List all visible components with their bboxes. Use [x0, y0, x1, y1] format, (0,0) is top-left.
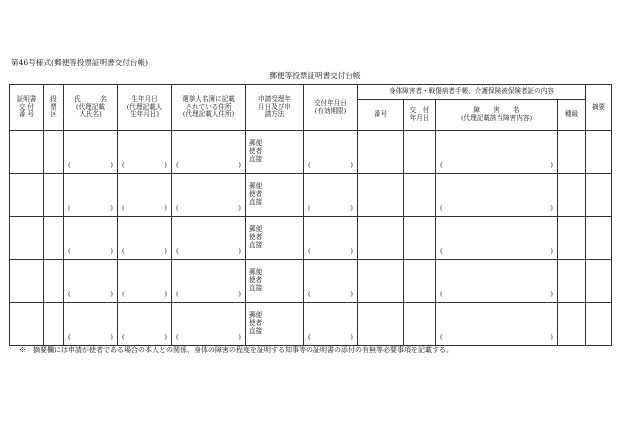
table-cell	[246, 131, 304, 174]
header-application: 申請受理年 月日及び申 請方法	[246, 85, 304, 131]
table-cell	[10, 303, 44, 346]
header-issue-date: 交付年月日 (有効期限)	[304, 85, 358, 131]
table-cell	[246, 303, 304, 346]
table-cell	[436, 217, 558, 260]
table-cell	[172, 303, 246, 346]
header-cert-number: 証明書 交 付 番 号	[10, 85, 44, 131]
table-cell	[64, 303, 118, 346]
table-cell	[44, 260, 64, 303]
table-cell	[304, 303, 358, 346]
table-cell	[404, 303, 436, 346]
table-cell	[558, 303, 586, 346]
table-cell	[436, 174, 558, 217]
paren-placeholder: ( )	[68, 204, 113, 213]
paren-placeholder: ( )	[176, 333, 241, 342]
table-cell	[64, 260, 118, 303]
table-cell	[172, 217, 246, 260]
paren-placeholder: ( )	[122, 290, 167, 299]
table-cell	[246, 174, 304, 217]
table-cell	[246, 260, 304, 303]
paren-placeholder: ( )	[308, 161, 353, 170]
header-remarks: 摘要	[586, 85, 612, 131]
paren-placeholder: ( )	[68, 161, 113, 170]
application-method-list: 郵便 使者 直接	[249, 182, 263, 207]
table-cell	[436, 131, 558, 174]
table-cell	[44, 303, 64, 346]
table-cell	[436, 260, 558, 303]
paren-placeholder: ( )	[176, 290, 241, 299]
paren-placeholder: ( )	[176, 204, 241, 213]
paren-placeholder: ( )	[440, 333, 553, 342]
subheader-grade: 種級	[558, 100, 586, 131]
table-cell	[64, 174, 118, 217]
header-name: 氏 名 (代理記載 人氏名)	[64, 85, 118, 131]
table-cell	[558, 174, 586, 217]
document-title: 郵便等投票証明書交付台帳	[269, 71, 361, 80]
table-cell	[358, 217, 404, 260]
paren-placeholder: ( )	[440, 204, 553, 213]
application-method-list: 郵便 使者 直接	[249, 311, 263, 336]
table-cell	[358, 303, 404, 346]
table-cell	[358, 260, 404, 303]
table-cell	[586, 217, 612, 260]
paren-placeholder: ( )	[68, 247, 113, 256]
application-method-list: 郵便 使者 直接	[249, 139, 263, 164]
paren-placeholder: ( )	[308, 290, 353, 299]
paren-placeholder: ( )	[68, 333, 113, 342]
table-cell	[64, 131, 118, 174]
table-cell	[304, 131, 358, 174]
table-cell	[404, 131, 436, 174]
table-cell	[436, 303, 558, 346]
paren-placeholder: ( )	[308, 247, 353, 256]
table-cell	[558, 131, 586, 174]
ledger-table	[9, 84, 612, 346]
paren-placeholder: ( )	[176, 161, 241, 170]
paren-placeholder: ( )	[308, 204, 353, 213]
paren-placeholder: ( )	[122, 247, 167, 256]
table-cell	[586, 174, 612, 217]
form-label: 第46号様式(郵便等投票証明書交付台帳)	[11, 58, 149, 67]
table-cell	[586, 260, 612, 303]
table-cell	[404, 174, 436, 217]
subheader-number: 番号	[358, 100, 404, 131]
subheader-disability: 障 害 名 (代理記載該当障害内容)	[436, 100, 558, 131]
table-cell	[118, 217, 172, 260]
table-cell	[304, 217, 358, 260]
table-cell	[118, 260, 172, 303]
subheader-issue-date: 交 付 年月日	[404, 100, 436, 131]
paren-placeholder: ( )	[440, 161, 553, 170]
table-cell	[586, 303, 612, 346]
table-cell	[10, 131, 44, 174]
application-method-list: 郵便 使者 直接	[249, 268, 263, 293]
table-cell	[586, 131, 612, 174]
paren-placeholder: ( )	[122, 333, 167, 342]
table-cell	[404, 260, 436, 303]
table-cell	[558, 260, 586, 303]
paren-placeholder: ( )	[122, 204, 167, 213]
table-cell	[118, 174, 172, 217]
paren-placeholder: ( )	[176, 247, 241, 256]
header-birth-date: 生年月日 (代理記載人 生年月日)	[118, 85, 172, 131]
table-row	[10, 217, 612, 260]
table-cell	[118, 303, 172, 346]
table-cell	[358, 174, 404, 217]
table-cell	[44, 174, 64, 217]
table-cell	[172, 260, 246, 303]
table-cell	[118, 131, 172, 174]
paren-placeholder: ( )	[440, 247, 553, 256]
table-row	[10, 260, 612, 303]
paren-placeholder: ( )	[68, 290, 113, 299]
table-cell	[172, 174, 246, 217]
table-cell	[246, 217, 304, 260]
header-address: 選挙人名簿に記載 されている住所 (代理記載人住所)	[172, 85, 246, 131]
table-row	[10, 303, 612, 346]
table-cell	[10, 174, 44, 217]
table-row	[10, 174, 612, 217]
paren-placeholder: ( )	[308, 333, 353, 342]
table-cell	[404, 217, 436, 260]
table-cell	[304, 260, 358, 303]
paren-placeholder: ( )	[440, 290, 553, 299]
table-cell	[64, 217, 118, 260]
footnote: ※ 摘要欄には申請が使者である場合の本人との関係、身体の障害の程度を証明する知事等の証明書の添付の有無等必要事項を記載する。	[19, 346, 453, 354]
table-cell	[558, 217, 586, 260]
header-district: 投 票 区	[44, 85, 64, 131]
paren-placeholder: ( )	[122, 161, 167, 170]
table-row	[10, 131, 612, 174]
table-cell	[304, 174, 358, 217]
table-cell	[44, 217, 64, 260]
table-cell	[358, 131, 404, 174]
table-cell	[172, 131, 246, 174]
table-cell	[10, 260, 44, 303]
table-cell	[10, 217, 44, 260]
table-cell	[44, 131, 64, 174]
header-certificate-group: 身体障害者・戦傷病者手帳、介護保険被保険者証の内容	[358, 85, 586, 100]
application-method-list: 郵便 使者 直接	[249, 225, 263, 250]
